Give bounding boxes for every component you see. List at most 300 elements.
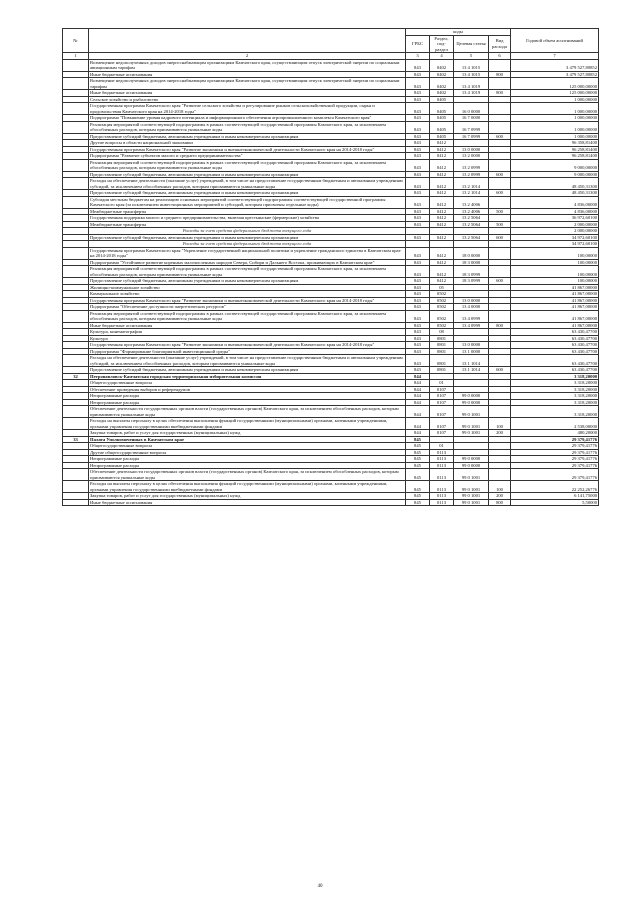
amount-value: 3 318,20000 <box>511 393 599 400</box>
row-name: Непрограммные расходы <box>89 462 406 469</box>
razdel-code: 0412 <box>430 146 454 153</box>
target-article-code: 13 4 0999 <box>454 322 489 329</box>
grbs-code: 845 <box>406 462 430 469</box>
table-row <box>63 196 599 208</box>
grbs-code: 843 <box>406 291 430 298</box>
grbs-header: ГРБС <box>406 35 430 53</box>
row-number <box>63 178 89 190</box>
target-article-code: 13 2 5064 <box>454 221 489 228</box>
grbs-code: 845 <box>406 436 430 443</box>
row-number <box>63 469 89 481</box>
grbs-code: 845 <box>406 481 430 493</box>
target-article-code: 13 2 0999 <box>454 171 489 178</box>
amount-value: 96 358,81400 <box>511 140 599 147</box>
amount-value: 125 000,00000 <box>511 90 599 97</box>
razdel-code: 0502 <box>430 304 454 311</box>
row-name: Общегосударственные вопросы <box>89 443 406 450</box>
target-article-code: 99 0 1001 <box>454 406 489 418</box>
table-row <box>63 178 599 190</box>
razdel-code: 0412 <box>430 259 454 266</box>
row-name: Подпрограмма "Повышение уровня кадрового потенциала и информационного обеспечения агропромышленного комплекса Камчатского края" <box>89 115 406 122</box>
row-name: Жилищно-коммунальное хозяйство <box>89 284 406 291</box>
target-article-code: 99 0 0000 <box>454 462 489 469</box>
row-number <box>63 247 89 259</box>
grbs-code: 843 <box>406 96 430 103</box>
row-name: Обеспечение деятельности государственных органов власти (государственных органов) Камчатского края, за исключением обособленных расходов, которым присваиваются уникальные коды <box>89 469 406 481</box>
row-name: Межбюджетные трансферты <box>89 221 406 228</box>
target-article-code: 13 2 4006 <box>454 208 489 215</box>
amount-header: Годовой объем ассигнований <box>511 29 599 53</box>
grbs-code: 845 <box>406 493 430 500</box>
razdel-code: 0402 <box>430 71 454 78</box>
target-article-code: 13 4 1015 <box>454 59 489 71</box>
row-name: Подпрограмма "Формирование благоприятной инвестиционной среды" <box>89 348 406 355</box>
grbs-code: 843 <box>406 348 430 355</box>
expense-type-code <box>489 310 511 322</box>
razdel-code: 0412 <box>430 208 454 215</box>
razdel-code: 0107 <box>430 430 454 437</box>
razdel-code: 0405 <box>430 103 454 115</box>
table-row <box>63 499 599 506</box>
target-article-code: 13 0 0000 <box>454 146 489 153</box>
row-name: Закупка товаров, работ и услуг для государственных (муниципальных) нужд <box>89 430 406 437</box>
grbs-code: 843 <box>406 266 430 278</box>
target-article-code: 13 1 1014 <box>454 367 489 374</box>
row-name: Сельское хозяйство и рыболовство <box>89 96 406 103</box>
vr-header: Вид расхода <box>489 35 511 53</box>
razdel-code: 01 <box>430 380 454 387</box>
grbs-code: 843 <box>406 159 430 171</box>
amount-value: 63 430,47700 <box>511 335 599 342</box>
header-row-top <box>63 29 599 36</box>
row-name: Обеспечение проведения выборов и референдумов <box>89 386 406 393</box>
razdel-code: 0402 <box>430 78 454 90</box>
target-article-code: 13 2 4006 <box>454 196 489 208</box>
amount-value: 100,00000 <box>511 259 599 266</box>
razdel-code: 0412 <box>430 159 454 171</box>
amount-value: 3 479 527,80852 <box>511 59 599 71</box>
target-article-code: 13 1 0000 <box>454 348 489 355</box>
row-name: Коммунальное хозяйство <box>89 291 406 298</box>
razdel-code: 0405 <box>430 96 454 103</box>
target-article-code: 13 4 0000 <box>454 304 489 311</box>
row-name: Государственная поддержка малого и среднего предпринимательства, включая крестьянские (фермерские) хозяйства <box>89 215 406 222</box>
razdel-code: 0412 <box>430 178 454 190</box>
amount-value: 480,20000 <box>511 430 599 437</box>
grbs-code: 843 <box>406 247 430 259</box>
target-article-code: 13 4 1019 <box>454 78 489 90</box>
grbs-code: 843 <box>406 140 430 147</box>
razdel-code: 0412 <box>430 266 454 278</box>
target-article-code: 16 7 0999 <box>454 121 489 133</box>
amount-value: 2 000,00000 <box>511 228 599 235</box>
grbs-code: 845 <box>406 443 430 450</box>
row-name: Непрограммные расходы <box>89 399 406 406</box>
razdel-code: 0405 <box>430 115 454 122</box>
table-row <box>63 469 599 481</box>
grbs-code: 844 <box>406 406 430 418</box>
expense-type-code <box>489 159 511 171</box>
expense-type-code <box>489 196 511 208</box>
name-header <box>89 29 406 53</box>
amount-value: 22 252,26776 <box>511 481 599 493</box>
target-article-code: 13 2 1014 <box>454 178 489 190</box>
grbs-code: 843 <box>406 71 430 78</box>
target-article-code: 99 0 1001 <box>454 493 489 500</box>
table-row <box>63 121 599 133</box>
amount-value: 96 258,81400 <box>511 146 599 153</box>
amount-value: 100,00000 <box>511 247 599 259</box>
amount-value: 63 430,47700 <box>511 348 599 355</box>
row-name: Государственная программа Камчатского края "Развитие сельского хозяйства и регулирование рынков сельскохозяйственной продукции, сырья и продовольствия Камчатского края на 2014-2018 годы" <box>89 103 406 115</box>
grbs-code: 843 <box>406 59 430 71</box>
grbs-code: 843 <box>406 115 430 122</box>
amount-value: 29 379,41776 <box>511 462 599 469</box>
row-name: Предоставление субсидий бюджетным, автономным учреждениям и иным некоммерческим организациям <box>89 171 406 178</box>
amount-value: 41 867,00000 <box>511 304 599 311</box>
amount-value: 41 867,00000 <box>511 322 599 329</box>
grbs-code: 843 <box>406 304 430 311</box>
target-article-code: 99 0 1001 <box>454 469 489 481</box>
amount-value: 1 000,00000 <box>511 96 599 103</box>
amount-value: 41 867,00000 <box>511 297 599 304</box>
amount-value: 41 867,00000 <box>511 291 599 298</box>
row-name: Расходы на выплаты персоналу в целях обеспечения выполнения функций государственными (муниципальными) органами, казенными учреждениями, органами управления государственными внебюджетными фондами <box>89 481 406 493</box>
expense-type-code <box>489 406 511 418</box>
amount-value: 96 258,81400 <box>511 153 599 160</box>
table-row <box>63 310 599 322</box>
column-index: 3 <box>406 53 430 60</box>
grbs-code: 843 <box>406 190 430 197</box>
expense-type-code: 600 <box>489 133 511 140</box>
row-name: Культура <box>89 335 406 342</box>
grbs-code: 843 <box>406 196 430 208</box>
amount-value: 29 379,41776 <box>511 456 599 463</box>
amount-value: 34 972,60100 <box>511 234 599 241</box>
row-name: Предоставление субсидий бюджетным, автономным учреждениям и иным некоммерческим организациям <box>89 190 406 197</box>
amount-value: 3 318,20000 <box>511 406 599 418</box>
amount-value: 29 379,41776 <box>511 449 599 456</box>
amount-value: 3 318,20000 <box>511 386 599 393</box>
razdel-code: 0113 <box>430 456 454 463</box>
expense-type-code <box>489 78 511 90</box>
grbs-code: 843 <box>406 367 430 374</box>
expense-type-code: 100 <box>489 418 511 430</box>
row-number <box>63 406 89 418</box>
grbs-code: 843 <box>406 310 430 322</box>
row-name: Субсидия местным бюджетам на реализацию основных мероприятий соответствующей подпрограммы соответствующей государственной программы Камчатского края (за исключением инвестиционных мероприятий и субсидий, которым присвоены отдельные коды) <box>89 196 406 208</box>
target-article-code: 18 3 0999 <box>454 266 489 278</box>
target-article-code: 13 4 0999 <box>454 310 489 322</box>
row-name: Расходы на выплаты персоналу в целях обеспечения выполнения функций государственными (муниципальными) органами, казенными учреждениями, органами управления государственными внебюджетными фондами <box>89 418 406 430</box>
amount-value: 3 318,20000 <box>511 399 599 406</box>
target-article-code: 18 3 0000 <box>454 259 489 266</box>
expense-type-code: 100 <box>489 481 511 493</box>
razdel-code: 0402 <box>430 59 454 71</box>
expense-type-code: 500 <box>489 221 511 228</box>
amount-value: 9 000,00000 <box>511 171 599 178</box>
grbs-code: 843 <box>406 103 430 115</box>
expense-type-code: 800 <box>489 322 511 329</box>
target-article-code: 18 0 0000 <box>454 247 489 259</box>
grbs-code: 844 <box>406 373 430 380</box>
table-row <box>63 481 599 493</box>
amount-value: 2 538,00000 <box>511 418 599 430</box>
expense-type-code <box>489 59 511 71</box>
target-article-code: 18 3 0999 <box>454 278 489 285</box>
grbs-code: 843 <box>406 355 430 367</box>
row-number <box>63 196 89 208</box>
grbs-code: 843 <box>406 208 430 215</box>
column-index: 2 <box>89 53 406 60</box>
row-name: Иные бюджетные ассигнования <box>89 90 406 97</box>
table-row <box>63 406 599 418</box>
amount-value: 5,50000 <box>511 499 599 506</box>
target-article-code: 13 1 1014 <box>454 355 489 367</box>
target-article-code: 13 4 1015 <box>454 71 489 78</box>
razdel-code: 0412 <box>430 278 454 285</box>
razdel-code: 0801 <box>430 348 454 355</box>
target-article-code: 13 4 1019 <box>454 90 489 97</box>
row-number <box>63 59 89 71</box>
row-name: Предоставление субсидий бюджетным, автономным учреждениям и иным некоммерческим организациям <box>89 234 406 241</box>
expense-type-code: 200 <box>489 430 511 437</box>
expense-type-code: 800 <box>489 90 511 97</box>
row-number <box>63 355 89 367</box>
row-number <box>63 481 89 493</box>
column-index: 6 <box>489 53 511 60</box>
row-name: Реализация мероприятий соответствующей подпрограммы в рамках соответствующей государственной программы Камчатского края, за исключением обособленных расходов, которым присваиваются уникальные коды <box>89 121 406 133</box>
budget-table <box>62 28 599 506</box>
razdel-code: 0412 <box>430 221 454 228</box>
grbs-code: 844 <box>406 418 430 430</box>
row-name: Расходы за счет средств федерального бюджета текущего года <box>89 228 406 235</box>
expense-type-code: 600 <box>489 367 511 374</box>
razdel-code: 0502 <box>430 322 454 329</box>
grbs-code: 843 <box>406 221 430 228</box>
amount-value: 63 430,47700 <box>511 329 599 336</box>
table-row <box>63 418 599 430</box>
row-number: 32 <box>63 373 89 380</box>
target-article-code: 99 0 0000 <box>454 393 489 400</box>
row-name: Непрограммные расходы <box>89 393 406 400</box>
row-number <box>63 103 89 115</box>
amount-value: 29 379,41776 <box>511 469 599 481</box>
row-name: Иные бюджетные ассигнования <box>89 71 406 78</box>
row-name: Палата Уполномоченных в Камчатском крае <box>89 436 406 443</box>
razdel-code: 0405 <box>430 121 454 133</box>
grbs-code: 843 <box>406 133 430 140</box>
row-name: Расходы за счет средств федерального бюджета текущего года <box>89 241 406 248</box>
target-article-code: 99 0 1001 <box>454 418 489 430</box>
grbs-code: 844 <box>406 399 430 406</box>
table-body <box>63 59 599 506</box>
amount-value: 100,00000 <box>511 278 599 285</box>
expense-type-code: 200 <box>489 493 511 500</box>
grbs-code: 843 <box>406 342 430 349</box>
razdel-code: 05 <box>430 284 454 291</box>
grbs-code: 843 <box>406 78 430 90</box>
target-article-code: 13 2 5064 <box>454 215 489 222</box>
razdel-code: 0412 <box>430 190 454 197</box>
amount-value: 3 318,20000 <box>511 380 599 387</box>
razdel-code: 0412 <box>430 234 454 241</box>
grbs-code: 845 <box>406 499 430 506</box>
target-article-code: 13 2 1014 <box>454 190 489 197</box>
grbs-code: 845 <box>406 469 430 481</box>
row-name: Предоставление субсидий бюджетным, автономным учреждениям и иным некоммерческим организациям <box>89 278 406 285</box>
razdel-code: 0107 <box>430 406 454 418</box>
amount-value: 6 141,75000 <box>511 493 599 500</box>
razdel-code: 0801 <box>430 367 454 374</box>
target-article-code: 13 2 5064 <box>454 234 489 241</box>
row-name: Культура, кинематография <box>89 329 406 336</box>
row-name: Возмещение недополученных доходов энергоснабжающим организациям Камчатского края, осуществляющим отпуск электрической энергии по социальным тарифам <box>89 78 406 90</box>
razdel-code: 0801 <box>430 342 454 349</box>
expense-type-code: 600 <box>489 190 511 197</box>
amount-value: 2 000,00000 <box>511 221 599 228</box>
razdel-code: 0113 <box>430 469 454 481</box>
target-article-code: 99 0 0000 <box>454 456 489 463</box>
amount-value: 1 000,00000 <box>511 121 599 133</box>
amount-value: 4 836,00000 <box>511 208 599 215</box>
grbs-code: 843 <box>406 329 430 336</box>
expense-type-code: 500 <box>489 208 511 215</box>
grbs-code: 843 <box>406 121 430 133</box>
row-name: Другие вопросы в области национальной экономики <box>89 140 406 147</box>
grbs-code: 843 <box>406 153 430 160</box>
target-article-code: 99 0 1001 <box>454 481 489 493</box>
grbs-code: 843 <box>406 178 430 190</box>
target-article-code: 13 2 0000 <box>454 153 489 160</box>
row-number <box>63 121 89 133</box>
amount-value: 63 430,47700 <box>511 355 599 367</box>
expense-type-code: 800 <box>489 499 511 506</box>
row-name: Реализация мероприятий соответствующей подпрограммы в рамках соответствующей государственной программы Камчатского края, за исключением обособленных расходов, которым присваиваются уникальные коды <box>89 159 406 171</box>
razdel-code: 0107 <box>430 386 454 393</box>
razdel-code: 0113 <box>430 493 454 500</box>
table-row <box>63 266 599 278</box>
amount-value: 1 000,00000 <box>511 133 599 140</box>
row-number <box>63 499 89 506</box>
grbs-code: 843 <box>406 284 430 291</box>
grbs-code: 843 <box>406 146 430 153</box>
row-name: Расходы на обеспечение деятельности (оказание услуг) учреждений, в том числе на предоставление государственным бюджетным и автономным учреждениям субсидий, за исключением обособленных расходов, которым присваиваются уникальные коды <box>89 355 406 367</box>
target-article-code: 16 0 0000 <box>454 103 489 115</box>
grbs-code: 843 <box>406 171 430 178</box>
expense-type-code <box>489 266 511 278</box>
target-article-code: 16 7 0999 <box>454 133 489 140</box>
razdel-code: 0107 <box>430 393 454 400</box>
expense-type-code <box>489 247 511 259</box>
row-name: Расходы на обеспечение деятельности (оказание услуг) учреждений, в том числе на предоставление государственным бюджетным и автономным учреждениям субсидий, за исключением обособленных расходов, которым присваиваются уникальные коды <box>89 178 406 190</box>
razdel-code: 08 <box>430 329 454 336</box>
grbs-code: 843 <box>406 322 430 329</box>
grbs-code: 845 <box>406 456 430 463</box>
razdel-code: 0412 <box>430 247 454 259</box>
row-name: Подпрограмма "Устойчивое развитие коренных малочисленных народов Севера, Сибири и Дальнего Востока, проживающих в Камчатском крае" <box>89 259 406 266</box>
grbs-code: 843 <box>406 215 430 222</box>
amount-value: 63 430,47700 <box>511 342 599 349</box>
amount-value: 100,00000 <box>511 266 599 278</box>
target-article-code: 13 0 0000 <box>454 297 489 304</box>
razdel-code: 0801 <box>430 335 454 342</box>
cs-header: Целевая статья <box>454 35 489 53</box>
table-row <box>63 355 599 367</box>
grbs-code: 844 <box>406 393 430 400</box>
row-name: Непрограммные расходы <box>89 456 406 463</box>
razdel-code: 0113 <box>430 449 454 456</box>
expense-type-code <box>489 103 511 115</box>
razdel-code: 0113 <box>430 499 454 506</box>
amount-value: 9 000,00000 <box>511 159 599 171</box>
razdel-code: 0107 <box>430 399 454 406</box>
page-number: 40 <box>317 884 323 889</box>
target-article-code: 99 0 1001 <box>454 499 489 506</box>
column-index: 1 <box>63 53 89 60</box>
amount-value: 1 000,00000 <box>511 115 599 122</box>
expense-type-code <box>489 121 511 133</box>
grbs-code: 844 <box>406 430 430 437</box>
column-index: 4 <box>430 53 454 60</box>
expense-type-code <box>489 469 511 481</box>
grbs-code: 844 <box>406 380 430 387</box>
grbs-code: 843 <box>406 234 430 241</box>
target-article-code: 99 0 0000 <box>454 399 489 406</box>
amount-value: 29 379,41776 <box>511 436 599 443</box>
razdel-code: 0405 <box>430 133 454 140</box>
razdel-code: 0801 <box>430 355 454 367</box>
razdel-code: 0113 <box>430 481 454 493</box>
razdel-header: Раздел, под-раздел <box>430 35 454 53</box>
row-number <box>63 78 89 90</box>
razdel-code: 0412 <box>430 215 454 222</box>
expense-type-code: 600 <box>489 278 511 285</box>
amount-value: 36 972,60100 <box>511 215 599 222</box>
row-name: Предоставление субсидий бюджетным, автономным учреждениям и иным некоммерческим организациям <box>89 367 406 374</box>
razdel-code: 0412 <box>430 171 454 178</box>
amount-value: 125 000,00000 <box>511 78 599 90</box>
row-name: Иные бюджетные ассигнования <box>89 499 406 506</box>
table-row <box>63 247 599 259</box>
razdel-code: 0412 <box>430 196 454 208</box>
grbs-code: 845 <box>406 449 430 456</box>
grbs-code: 843 <box>406 297 430 304</box>
row-name: Подпрограмма "Развитие субъектов малого и среднего предпринимательства" <box>89 153 406 160</box>
row-number <box>63 310 89 322</box>
amount-value: 63 430,47700 <box>511 367 599 374</box>
row-name: Государственная программа Камчатского края "Укрепление государственной национальной политики и укрепление гражданского единства в Камчатском крае на 2014-2018 годы" <box>89 247 406 259</box>
row-name: Реализация мероприятий соответствующей подпрограммы в рамках соответствующей государственной программы Камчатского края, за исключением обособленных расходов, которым присваиваются уникальные коды <box>89 310 406 322</box>
table-row <box>63 159 599 171</box>
row-name: Государственная программа Камчатского края "Развитие экономики и внешнеэкономической деятельности Камчатского края на 2014-2018 годы" <box>89 297 406 304</box>
razdel-code: 0502 <box>430 291 454 298</box>
target-article-code: 13 2 0999 <box>454 159 489 171</box>
row-number <box>63 159 89 171</box>
amount-value: 41 867,00000 <box>511 310 599 322</box>
column-index: 5 <box>454 53 489 60</box>
razdel-code: 0113 <box>430 462 454 469</box>
expense-type-code: 800 <box>489 71 511 78</box>
amount-value: 1 000,00000 <box>511 103 599 115</box>
grbs-code: 843 <box>406 278 430 285</box>
razdel-code: 0402 <box>430 90 454 97</box>
row-name: Предоставление субсидий бюджетным, автономным учреждениям и иным некоммерческим организациям <box>89 133 406 140</box>
amount-value: 34 972,60100 <box>511 241 599 248</box>
amount-value: 41 867,00000 <box>511 284 599 291</box>
amount-value: 29 379,41776 <box>511 443 599 450</box>
razdel-code: 0412 <box>430 140 454 147</box>
